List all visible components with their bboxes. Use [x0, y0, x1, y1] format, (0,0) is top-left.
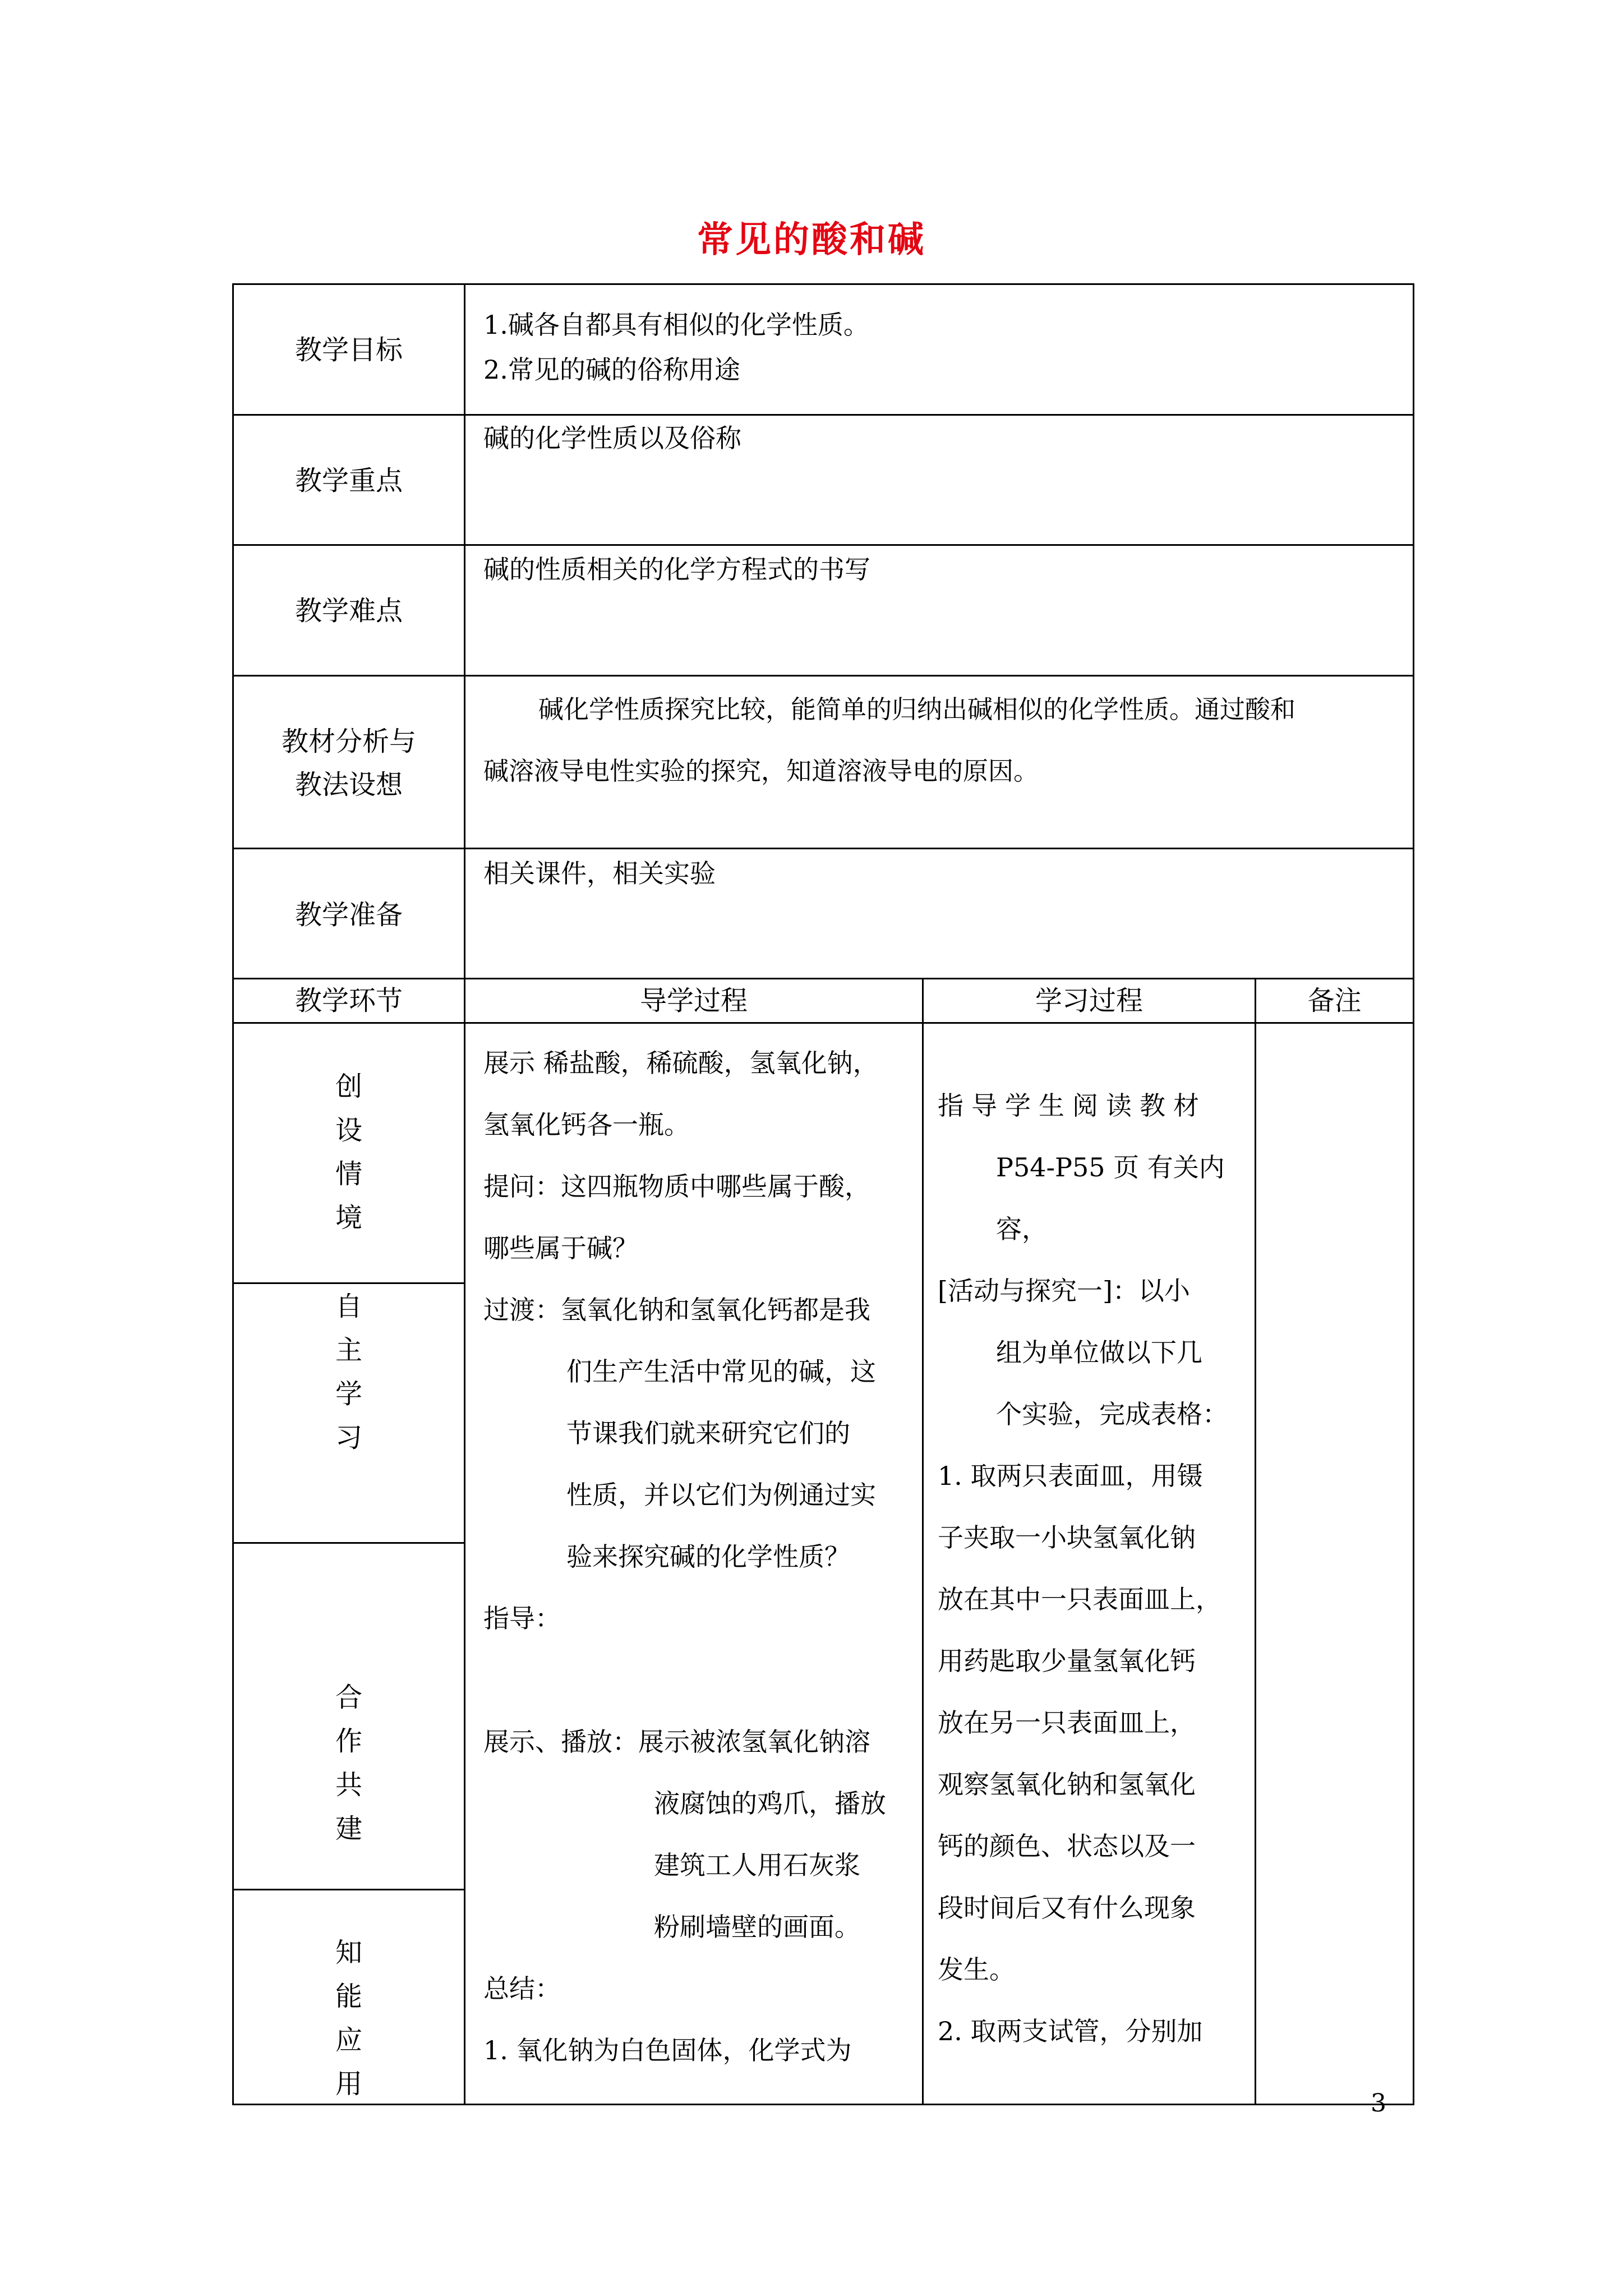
learn-line: 个实验，完成表格：: [996, 1399, 1228, 1429]
stage-divider: [232, 1542, 465, 1544]
stage-self-study: 自主学习: [335, 1291, 362, 1453]
header-notes: 备注: [1307, 985, 1362, 1016]
guide-line: 总结：: [483, 1973, 561, 2004]
label-analysis-line2: 教法设想: [294, 769, 403, 800]
analysis-line-1: 碱化学性质探究比较，能简单的归纳出碱相似的化学性质。通过酸和: [538, 694, 1296, 724]
learn-line: 段时间后又有什么现象: [938, 1893, 1196, 1923]
table-border-bottom: [232, 2104, 1414, 2105]
guide-line: 指导：: [483, 1603, 561, 1634]
document-title: 常见的酸和碱: [697, 219, 926, 261]
guide-line: 验来探究碱的化学性质？: [566, 1542, 850, 1572]
learn-line: 指导学生阅读教材: [938, 1091, 1207, 1121]
label-analysis-line1: 教材分析与: [281, 726, 416, 757]
stage-create-situation: 创设情境: [335, 1071, 362, 1234]
difficulties-text: 碱的性质相关的化学方程式的书写: [483, 554, 870, 585]
learn-line: 放在其中一只表面皿上，: [938, 1584, 1221, 1614]
row-divider: [232, 414, 1414, 416]
learn-line: 2. 取两支试管，分别加: [938, 2016, 1203, 2046]
key-points-text: 碱的化学性质以及俗称: [483, 423, 741, 453]
column-divider: [464, 283, 465, 2105]
guide-line: 展示 稀盐酸，稀硫酸，氢氧化钠，: [483, 1048, 879, 1078]
guide-line: 粉刷墙壁的画面。: [654, 1912, 860, 1942]
page-number: 3: [1371, 2089, 1386, 2118]
objective-line-2: 2.常见的碱的俗称用途: [483, 355, 740, 385]
learn-line: 放在另一只表面皿上，: [938, 1708, 1196, 1738]
objective-line-1: 1.碱各自都具有相似的化学性质。: [483, 310, 869, 340]
stage-divider: [232, 1889, 465, 1890]
guide-line: 节课我们就来研究它们的: [566, 1418, 850, 1448]
guide-line: 液腐蚀的鸡爪，播放: [654, 1788, 886, 1819]
learn-line: 容，: [996, 1214, 1048, 1244]
label-preparation: 教学准备: [294, 899, 403, 931]
learn-line: 发生。: [938, 1954, 1015, 1985]
guide-line: 展示、播放：展示被浓氢氧化钠溶: [483, 1727, 870, 1757]
learn-line: 钙的颜色、状态以及一: [938, 1831, 1196, 1861]
learn-line: 1. 取两只表面皿，用镊: [938, 1461, 1203, 1491]
row-divider: [232, 675, 1414, 677]
learn-line: 组为单位做以下几: [996, 1337, 1202, 1368]
label-difficulties: 教学难点: [294, 595, 403, 627]
header-stage: 教学环节: [294, 985, 403, 1016]
column-divider: [922, 978, 924, 2105]
preparation-text: 相关课件，相关实验: [483, 858, 716, 889]
label-teaching-objectives: 教学目标: [294, 334, 403, 366]
table-border-top: [232, 283, 1414, 285]
table-border-right: [1413, 283, 1414, 2105]
header-learn: 学习过程: [1035, 985, 1143, 1016]
learn-line: 子夹取一小块氢氧化钠: [938, 1522, 1196, 1553]
label-key-points: 教学重点: [294, 465, 403, 496]
guide-line: 过渡：氢氧化钠和氢氧化钙都是我: [483, 1295, 870, 1325]
stage-cooperate: 合作共建: [335, 1682, 362, 1844]
guide-line: 哪些属于碱？: [483, 1233, 638, 1263]
table-border-left: [232, 283, 234, 2105]
learn-line: P54-P55 页 有关内: [996, 1152, 1225, 1182]
stage-apply-knowledge: 知能应用: [335, 1937, 362, 2100]
analysis-line-2: 碱溶液导电性实验的探究，知道溶液导电的原因。: [483, 756, 1039, 786]
guide-line: 提问：这四瓶物质中哪些属于酸，: [483, 1171, 870, 1202]
row-divider: [232, 848, 1414, 849]
guide-line: 性质，并以它们为例通过实: [566, 1480, 876, 1510]
stage-divider: [232, 1282, 465, 1284]
learn-line: 观察氢氧化钠和氢氧化: [938, 1769, 1196, 1800]
learn-line: [活动与探究一]：以小: [938, 1276, 1190, 1306]
learn-line: 用药匙取少量氢氧化钙: [938, 1646, 1196, 1676]
guide-line: 1. 氧化钠为白色固体，化学式为: [483, 2035, 852, 2065]
header-guide: 导学过程: [639, 985, 748, 1016]
column-divider: [1255, 978, 1256, 2105]
guide-line: 氢氧化钙各一瓶。: [483, 1110, 690, 1140]
guide-line: 们生产生活中常见的碱，这: [566, 1356, 876, 1387]
guide-line: 建筑工人用石灰浆: [654, 1850, 860, 1880]
row-divider: [232, 544, 1414, 546]
